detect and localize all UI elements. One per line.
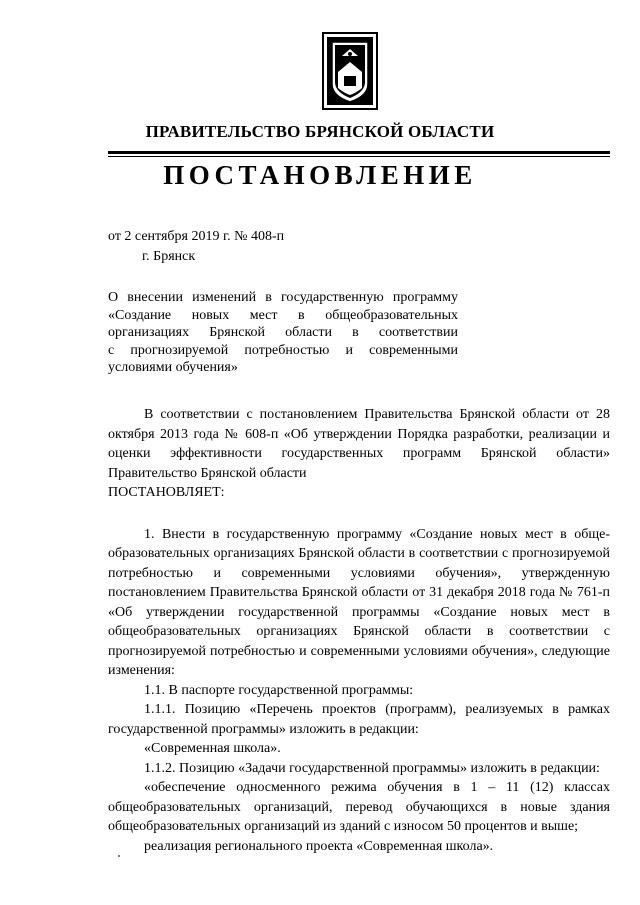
city: г. Брянск: [142, 249, 196, 264]
coat-of-arms-icon: [322, 32, 378, 110]
subject-line: О внесении изменений в государственную программу: [108, 290, 458, 305]
scan-mark: [118, 855, 120, 857]
quote-paragraph: «Современная школа».: [144, 741, 281, 756]
item-1-paragraph: 1. Внести в государственную программу «Создание новых мест в общеобразовательных организациях Брянской области в соответствии с прогнозируемой потребностью и современными условиями обучения», утвержденную постановлением Правительства Брянской области от 31 декабря 2018 года № 761-п «Об утверждении государственной программы «Создание новых мест в общеобразовательных организациях Брянской области в соответствии с прогнозируемой потребностью и современными условиями обучения», следующие изменения:: [108, 526, 610, 678]
subject-line: условиями обучения»: [108, 360, 238, 375]
subject-line: с прогнозируемой потребностью и современными: [108, 342, 458, 358]
quote-paragraph: «обеспечение односменного режима обучения в 1 – 11 (12) классах общеобразовательных организаций, перевод обучающихся в новые здания общеобразовательных организаций из зданий с износом 50 процентов и выше;: [108, 780, 610, 834]
item-1-1-2-paragraph: 1.1.2. Позицию «Задачи государственной программы» изложить в редакции:: [144, 760, 600, 776]
resolves-heading: ПОСТАНОВЛЯЕТ:: [108, 485, 225, 500]
subject-block: [108, 289, 458, 377]
header-rule-thin: [108, 156, 610, 157]
preamble-paragraph: В соответствии с постановлением Правительства Брянской области от 28 октября 2013 года № 608-п «Об утверждении Порядка разработки, реализации и оценки эффективности государственных программ Брянской области» Правительство Брянской области: [108, 407, 610, 481]
item-1-1-1-paragraph: 1.1.1. Позицию «Перечень проектов (программ), реализуемых в рамках государственной программы» изложить в редакции:: [108, 702, 610, 737]
header-rule-thick: [108, 151, 610, 154]
subject-line: организациях Брянской области в соответствии: [108, 325, 458, 340]
item-1-1-paragraph: 1.1. В паспорте государственной программы:: [144, 682, 414, 698]
document-body: [108, 405, 610, 856]
quote-paragraph: реализация регионального проекта «Современная школа».: [144, 838, 494, 854]
date-and-number: от 2 сентября 2019 г. № 408-п: [108, 229, 285, 244]
subject-line: «Создание новых мест в общеобразовательных: [108, 307, 458, 323]
government-title: ПРАВИТЕЛЬСТВО БРЯНСКОЙ ОБЛАСТИ: [145, 122, 495, 141]
document-type: ПОСТАНОВЛЕНИЕ: [163, 160, 477, 190]
